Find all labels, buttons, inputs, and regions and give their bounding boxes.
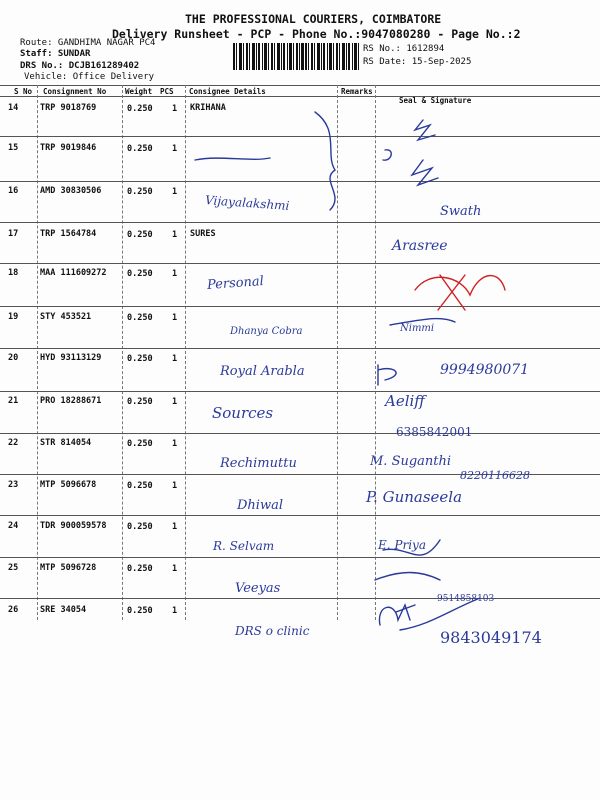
- route-label: Route: GANDHIMA NAGAR PC4: [20, 38, 156, 48]
- handwritten-consignee: DRS o clinic: [235, 624, 310, 638]
- row-consignment: SRE 34054: [40, 605, 87, 615]
- row-weight: 0.250: [127, 104, 153, 114]
- row-weight: 0.250: [127, 313, 153, 323]
- row-pcs: 1: [172, 313, 178, 323]
- handwritten-consignee: Vijayalakshmi: [204, 193, 290, 213]
- signature-scribble: [375, 573, 440, 581]
- row-pcs: 1: [172, 230, 178, 240]
- row-weight: 0.250: [127, 397, 153, 407]
- row-sno: 25: [8, 563, 19, 573]
- row-sno: 24: [8, 521, 19, 531]
- signature-scribble: [390, 319, 455, 325]
- row-sno: 20: [8, 353, 19, 363]
- seal-note: P. Gunaseela: [366, 488, 463, 506]
- signature-scribble: [383, 150, 391, 160]
- row-pcs: 1: [172, 104, 178, 114]
- drs-number: DRS No.: DCJB161289402: [20, 61, 140, 71]
- row-consignment: MTP 5096678: [40, 480, 97, 490]
- row-consignment: PRO 18288671: [40, 396, 102, 406]
- row-weight: 0.250: [127, 564, 153, 574]
- row-sno: 21: [8, 396, 19, 406]
- col-remarks: Remarks: [341, 87, 373, 96]
- dash-mark: [195, 158, 270, 160]
- row-consignee: SURES: [190, 229, 216, 239]
- row-sno: 23: [8, 480, 19, 490]
- staff-label: Staff: SUNDAR: [20, 49, 91, 59]
- col-consignment: Consignment No: [43, 87, 107, 96]
- row-sno: 18: [8, 268, 19, 278]
- runsheet-title: Delivery Runsheet - PCP - Phone No.:9047080280 - Page No.:2: [112, 27, 521, 41]
- handwritten-consignee: R. Selvam: [213, 539, 275, 553]
- col-weight: Weight: [125, 87, 153, 96]
- row-sno: 17: [8, 229, 19, 239]
- row-weight: 0.250: [127, 187, 153, 197]
- row-pcs: 1: [172, 354, 178, 364]
- signature-scribble: [383, 540, 440, 555]
- handwritten-consignee: Dhanya Cobra: [230, 326, 303, 337]
- stamp-mark: [438, 275, 465, 310]
- row-pcs: 1: [172, 397, 178, 407]
- vehicle-label: Vehicle: Office Delivery: [24, 72, 155, 82]
- table-header-rule: [0, 96, 600, 97]
- row-weight: 0.250: [127, 354, 153, 364]
- row-consignment: MTP 5096728: [40, 563, 97, 573]
- handwritten-consignee: Sources: [212, 404, 274, 422]
- row-sno: 16: [8, 186, 19, 196]
- seal-note: M. Suganthi: [370, 454, 452, 469]
- row-pcs: 1: [172, 187, 178, 197]
- row-weight: 0.250: [127, 269, 153, 279]
- row-pcs: 1: [172, 144, 178, 154]
- row-pcs: 1: [172, 522, 178, 532]
- row-consignment: TRP 9018769: [40, 103, 97, 113]
- table-top-rule: [0, 85, 600, 86]
- row-consignment: TDR 900059578: [40, 521, 107, 531]
- rs-date: RS Date: 15-Sep-2025: [363, 57, 472, 67]
- row-sno: 26: [8, 605, 19, 615]
- row-sno: 15: [8, 143, 19, 153]
- signature-marks: [180, 100, 600, 660]
- row-consignment: HYD 93113129: [40, 353, 102, 363]
- barcode-icon: [233, 43, 359, 70]
- row-consignment: TRP 1564784: [40, 229, 97, 239]
- signature-scribble: [379, 605, 410, 625]
- col-consignee-details: Consignee Details: [189, 87, 266, 96]
- row-pcs: 1: [172, 481, 178, 491]
- seal-note: Aeliff: [385, 392, 425, 410]
- row-weight: 0.250: [127, 606, 153, 616]
- seal-note: Swath: [440, 204, 482, 219]
- col-pcs: PCS: [160, 87, 174, 96]
- handwritten-consignee: Personal: [206, 274, 265, 293]
- row-weight: 0.250: [127, 230, 153, 240]
- row-weight: 0.250: [127, 144, 153, 154]
- handwritten-consignee: Rechimuttu: [220, 456, 297, 471]
- signature-scribble: [378, 365, 396, 385]
- handwritten-consignee: Veeyas: [235, 581, 281, 596]
- row-sno: 14: [8, 103, 19, 113]
- handwritten-phone: 8220116628: [460, 469, 530, 482]
- row-pcs: 1: [172, 439, 178, 449]
- row-consignment: AMD 30830506: [40, 186, 102, 196]
- row-consignee: KRIHANA: [190, 103, 226, 113]
- col-sno: S No: [14, 87, 33, 96]
- stamp-mark: [415, 276, 505, 295]
- rs-number: RS No.: 1612894: [363, 44, 445, 54]
- row-weight: 0.250: [127, 481, 153, 491]
- handwritten-phone: 6385842001: [396, 425, 473, 439]
- company-name: THE PROFESSIONAL COURIERS, COIMBATORE: [185, 12, 442, 26]
- row-sno: 22: [8, 438, 19, 448]
- row-sno: 19: [8, 312, 19, 322]
- row-weight: 0.250: [127, 439, 153, 449]
- row-consignment: TRP 9019846: [40, 143, 97, 153]
- row-consignment: MAA 111609272: [40, 268, 107, 278]
- bracket-mark: [315, 112, 335, 210]
- handwritten-consignee: Royal Arabla: [220, 364, 305, 379]
- row-weight: 0.250: [127, 522, 153, 532]
- row-pcs: 1: [172, 606, 178, 616]
- handwritten-phone: 9514858103: [437, 594, 495, 604]
- handwritten-consignee: Dhiwal: [237, 498, 283, 513]
- handwritten-phone: 9843049174: [440, 628, 542, 647]
- col-seal-signature: Seal & Signature: [399, 96, 472, 105]
- row-consignment: STR 814054: [40, 438, 92, 448]
- row-consignment: STY 453521: [40, 312, 92, 322]
- row-pcs: 1: [172, 564, 178, 574]
- seal-note: Arasree: [392, 238, 448, 254]
- handwritten-phone: 9994980071: [440, 362, 530, 378]
- signature-scribble: [412, 160, 438, 185]
- row-pcs: 1: [172, 269, 178, 279]
- signature-scribble: [415, 120, 435, 140]
- seal-note: E. Priya: [378, 538, 426, 552]
- seal-note: Nimmi: [400, 323, 435, 334]
